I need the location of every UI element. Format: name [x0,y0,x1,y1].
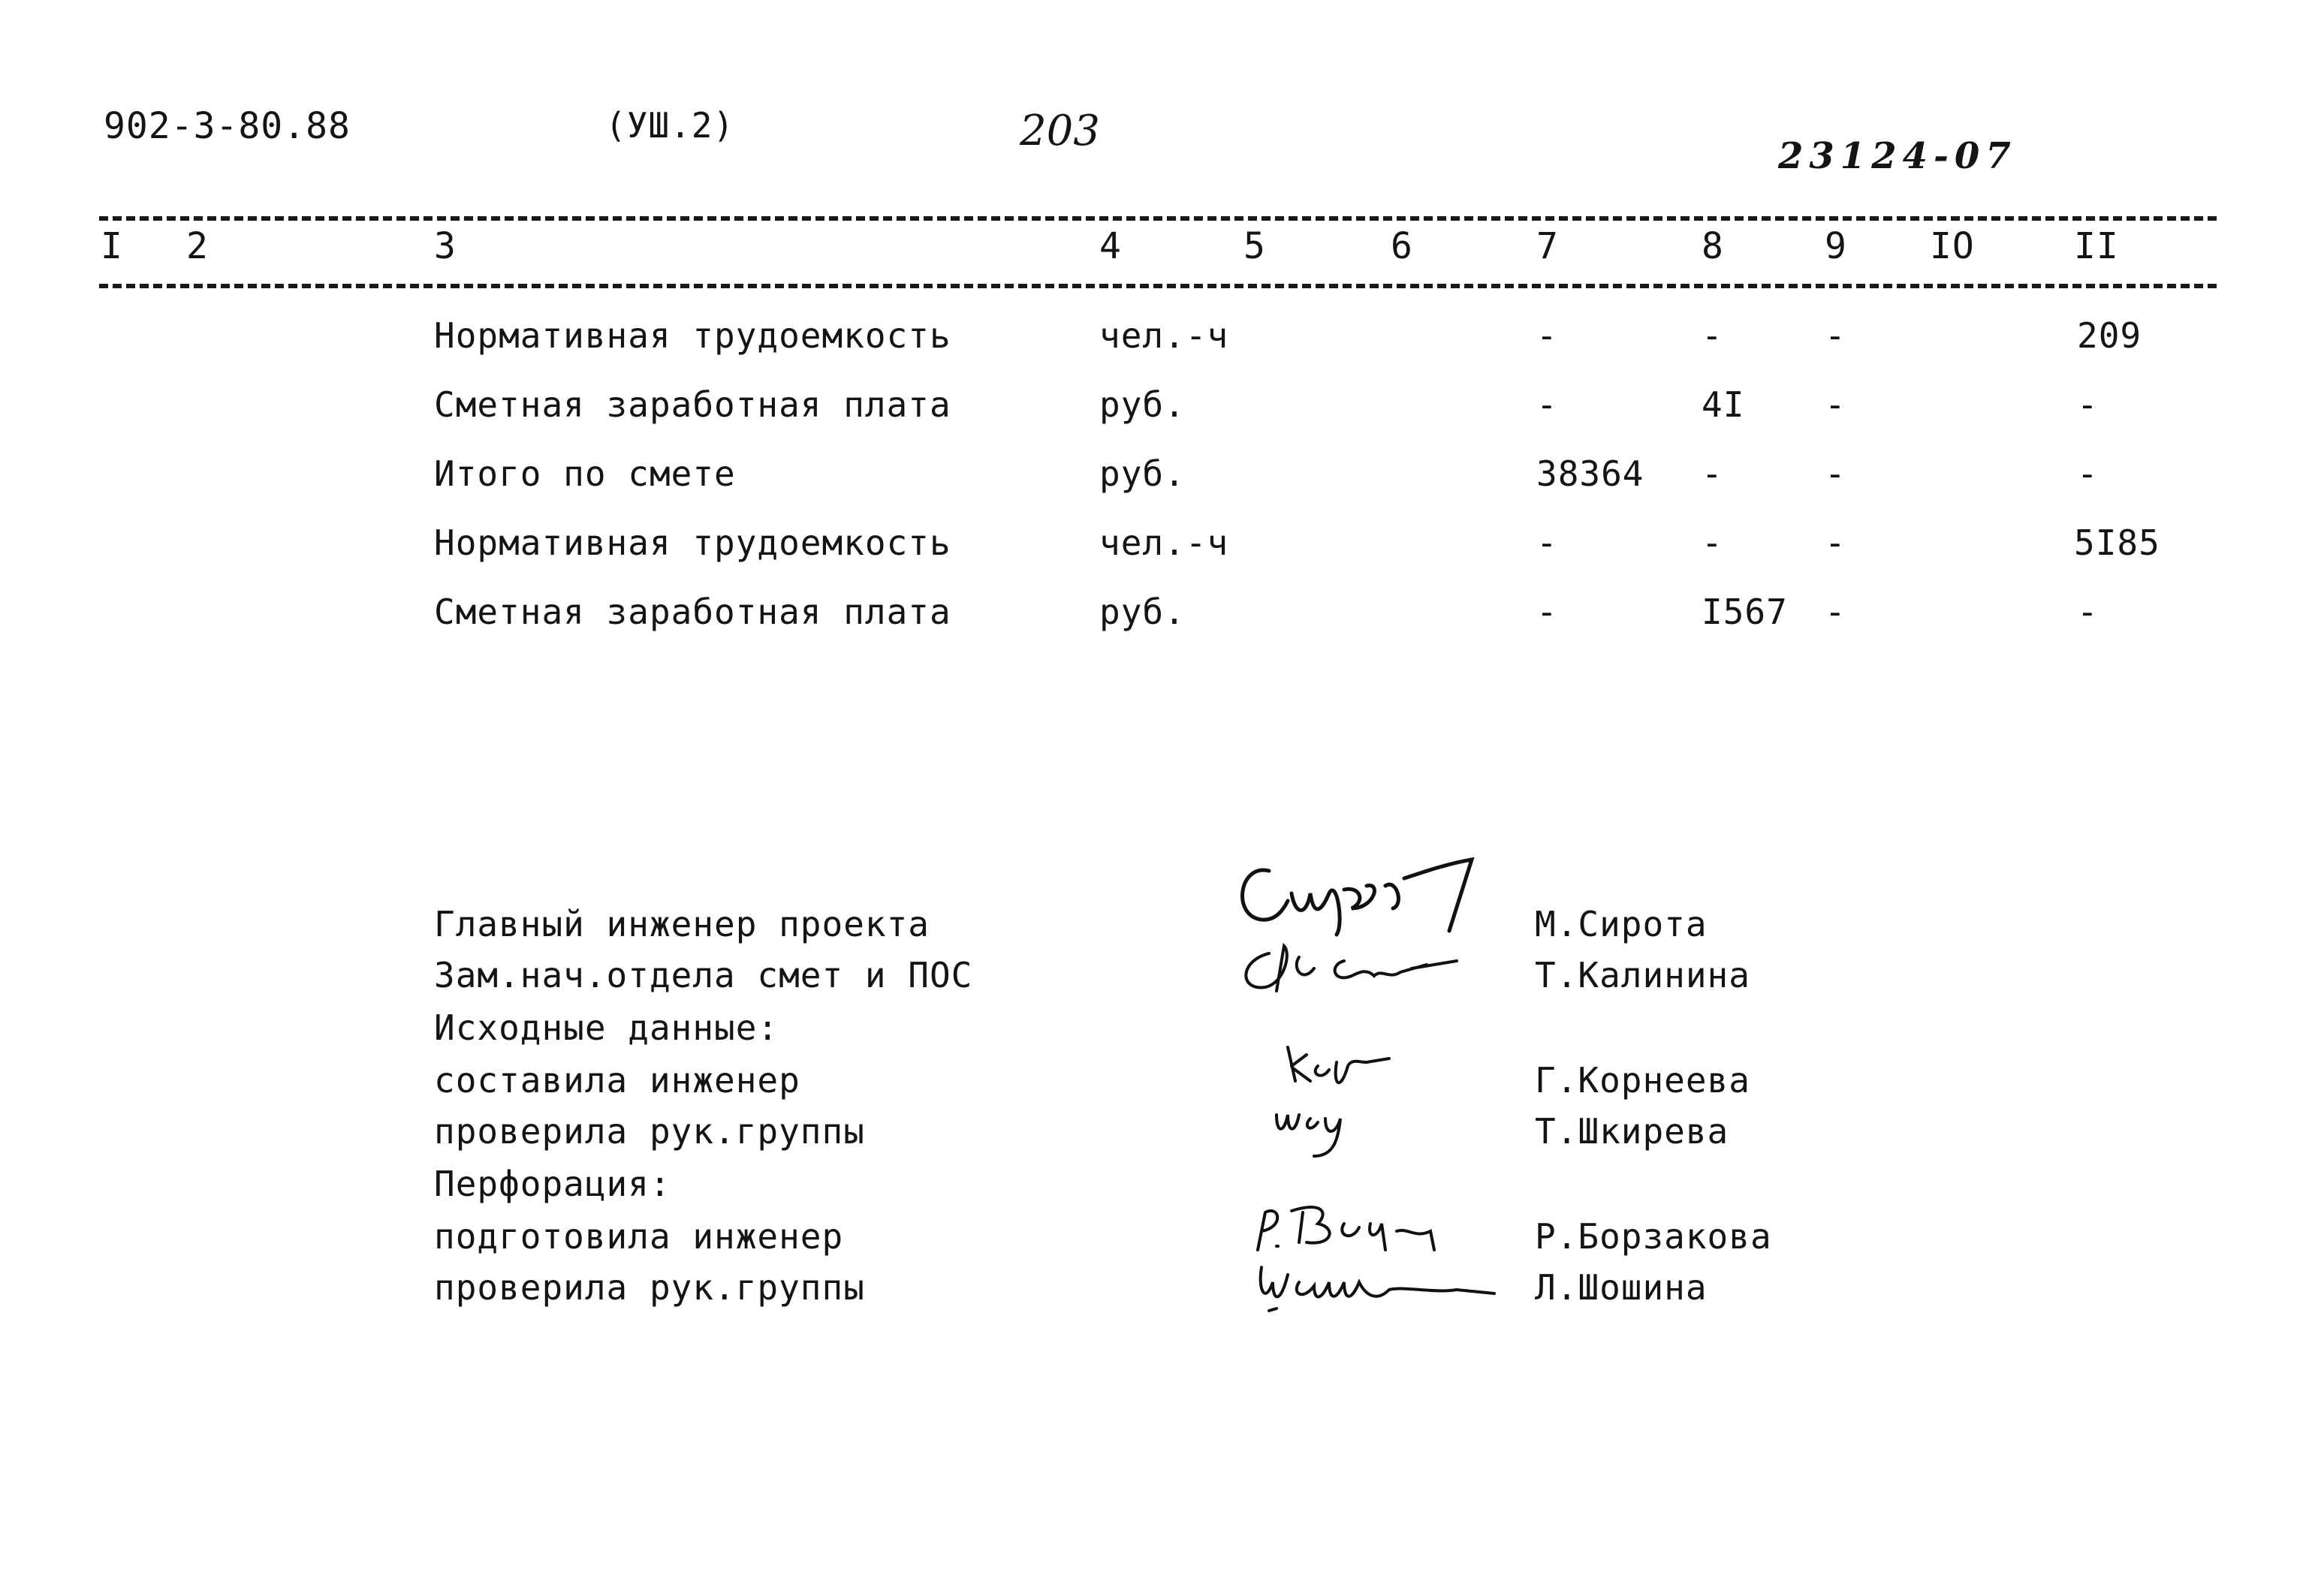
row-unit: руб. [1099,592,1186,632]
signature-shkireva [1269,1100,1389,1160]
signature-role: проверила рук.группы [434,1111,865,1152]
row-col9: - [1825,384,1846,425]
signature-role: проверила рук.группы [434,1267,865,1308]
row-col11: - [2077,592,2099,632]
row-unit: руб. [1099,453,1186,494]
signature-name: Т.Калинина [1535,955,1750,995]
col-num-1: I [101,225,123,267]
row-unit: чел.-ч [1099,315,1229,356]
signature-name: Т.Шкирева [1535,1111,1729,1152]
row-name: Нормативная трудоемкость [434,522,951,563]
col-num-5: 5 [1243,225,1266,267]
row-col11: 209 [2077,315,2142,356]
section-code: (УШ.2) [605,105,735,146]
signature-korneeva [1277,1040,1397,1092]
col-num-4: 4 [1099,225,1122,267]
row-col7: - [1536,384,1558,425]
row-col8: - [1702,522,1723,563]
row-col11: 5I85 [2074,522,2160,563]
signature-shoshina [1246,1252,1502,1320]
row-col11: - [2077,453,2099,494]
table-top-rule [99,216,2217,221]
col-num-11: II [2074,225,2119,267]
signature-sirota [1224,848,1479,938]
row-col9: - [1825,315,1846,356]
page-number: 203 [1020,107,1100,155]
row-unit: чел.-ч [1099,522,1229,563]
row-col7: - [1536,522,1558,563]
col-num-7: 7 [1536,225,1559,267]
signature-role: подготовила инженер [434,1216,844,1257]
row-col7: 38364 [1536,453,1644,494]
signature-name: Л.Шошина [1535,1267,1708,1308]
row-col8: I567 [1702,592,1788,632]
row-col7: - [1536,315,1558,356]
row-col8: 4I [1702,384,1745,425]
col-num-2: 2 [186,225,209,267]
col-num-8: 8 [1702,225,1724,267]
inventory-number: 23124-07 [1778,135,2017,177]
row-col9: - [1825,592,1846,632]
row-col8: - [1702,315,1723,356]
row-col9: - [1825,522,1846,563]
row-name: Итого по смете [434,453,736,494]
signature-role: Главный инженер проекта [434,904,930,944]
signature-role: составила инженер [434,1060,800,1101]
signature-name: М.Сирота [1535,904,1708,944]
row-col8: - [1702,453,1723,494]
row-col11: - [2077,384,2099,425]
signature-role: Исходные данные: [434,1007,779,1048]
col-num-3: 3 [434,225,457,267]
row-name: Нормативная трудоемкость [434,315,951,356]
signature-role: Перфорация: [434,1164,671,1204]
signature-name: Р.Борзакова [1535,1216,1772,1257]
row-name: Сметная заработная плата [434,592,951,632]
row-col7: - [1536,592,1558,632]
signature-role: Зам.нач.отдела смет и ПОС [434,955,973,995]
doc-code: 902-3-80.88 [104,105,351,147]
row-unit: руб. [1099,384,1186,425]
signature-kalinina [1231,938,1472,998]
col-num-6: 6 [1391,225,1413,267]
row-name: Сметная заработная плата [434,384,951,425]
signature-name: Г.Корнеева [1535,1060,1750,1101]
table-header-rule [99,284,2217,288]
col-num-9: 9 [1825,225,1847,267]
col-num-10: IO [1930,225,1975,267]
row-col9: - [1825,453,1846,494]
